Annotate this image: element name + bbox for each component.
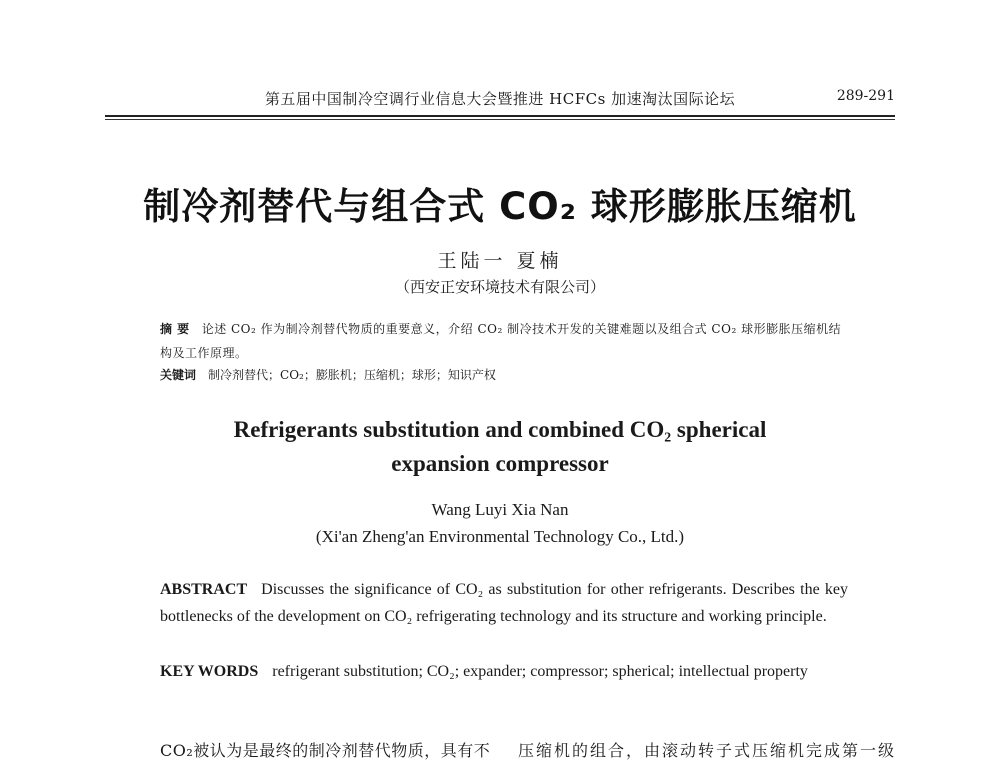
english-title-line2: expansion compressor (391, 451, 609, 476)
page-range: 289-291 (836, 88, 895, 104)
header-rule-thick (105, 115, 895, 117)
english-keywords-label: KEY WORDS (160, 663, 259, 680)
chinese-abstract (160, 317, 848, 365)
english-keywords-text: refrigerant substitution; CO₂; expander; compressor; spherical; intellectual property (272, 663, 808, 680)
chinese-title: 制冷剂替代与组合式 CO₂ 球形膨胀压缩机 (143, 185, 857, 228)
running-header (105, 88, 895, 114)
english-abstract-label: ABSTRACT (160, 581, 248, 598)
running-title: 第五届中国制冷空调行业信息大会暨推进 HCFCs 加速淘汰国际论坛 (264, 90, 736, 108)
english-title-line1: Refrigerants substitution and combined CO₂ spherical (233, 417, 767, 442)
chinese-keywords-label: 关键词 (160, 368, 197, 382)
english-title (0, 413, 1000, 481)
chinese-keywords (160, 365, 848, 385)
english-affiliation: (Xi'an Zheng'an Environmental Technology Co., Ltd.) (315, 527, 685, 546)
english-abstract (160, 576, 848, 630)
body-right-column: 压缩机的组合，由滚动转子式压缩机完成第一级 (518, 741, 897, 760)
chinese-abstract-label: 摘 要 (160, 322, 190, 336)
chinese-affiliation: （西安正安环境技术有限公司） (394, 278, 605, 296)
english-abstract-text: Discusses the significance of CO₂ as substitution for other refrigerants. Describes the key bottlenecks of the development on CO₂ refrigerating technology and its structure and working principle. (160, 581, 848, 625)
chinese-keywords-text: 制冷剂替代；CO₂；膨胀机；压缩机；球形；知识产权 (208, 368, 496, 382)
chinese-abstract-text: 论述 CO₂ 作为制冷剂替代物质的重要意义，介绍 CO₂ 制冷技术开发的关键难题以及组合式 CO₂ 球形膨胀压缩机结构及工作原理。 (160, 322, 842, 360)
header-rule-thin (105, 119, 895, 120)
chinese-authors: 王陆一 夏楠 (437, 250, 563, 272)
english-authors: Wang Luyi Xia Nan (431, 500, 569, 519)
body-left-column: CO₂被认为是最终的制冷剂替代物质，具有不 (160, 741, 491, 760)
english-keywords (160, 659, 848, 684)
